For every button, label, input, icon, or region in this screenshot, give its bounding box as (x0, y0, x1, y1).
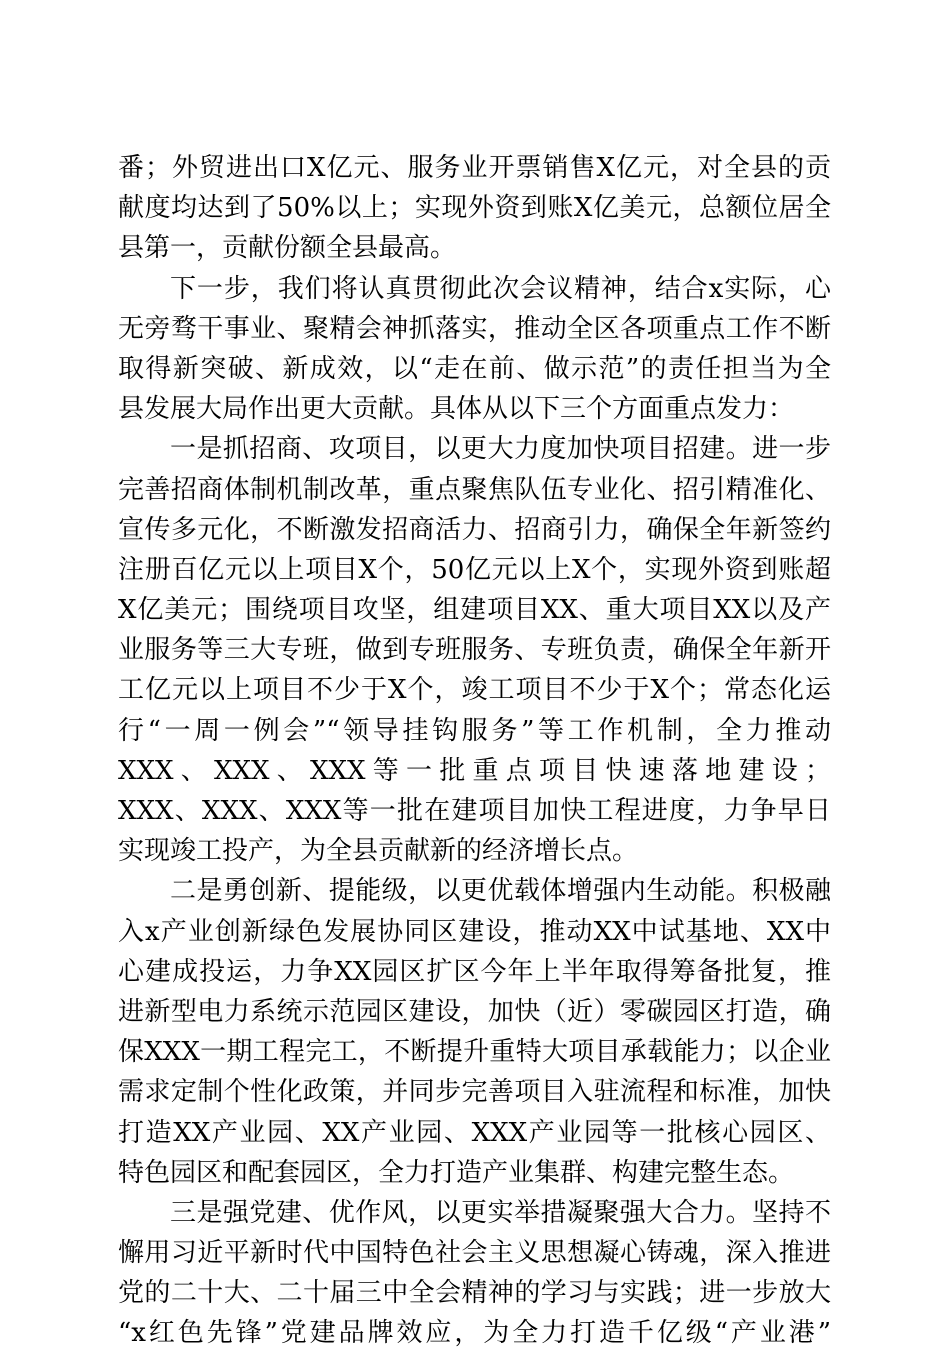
text-line: 县发展大局作出更大贡献。具体从以下三个方面重点发力： (118, 394, 795, 425)
text-line: 打造XX产业园、XX产业园、XXX产业园等一批核心园区、 (118, 1117, 831, 1148)
text-line: XXX、XXX、XXX等一批重点项目快速落地建设； (118, 755, 831, 786)
text-line: 献度均达到了50%以上；实现外资到账X亿美元，总额位居全 (118, 193, 831, 224)
paragraph-first-line: 一是抓招商、攻项目，以更大力度加快项目招建。进一步 (170, 434, 831, 465)
text-line: 懈用习近平新时代中国特色社会主义思想凝心铸魂，深入推进 (118, 1238, 831, 1269)
text-line: 注册百亿元以上项目X个，50亿元以上X个，实现外资到账超 (118, 554, 831, 585)
text-line: 县第一，贡献份额全县最高。 (118, 233, 457, 264)
text-line: 进新型电力系统示范园区建设，加快（近）零碳园区打造，确 (118, 996, 831, 1027)
text-line: 无旁骛干事业、聚精会神抓落实，推动全区各项重点工作不断 (118, 313, 831, 344)
paragraph-first-line: 二是勇创新、提能级，以更优载体增强内生动能。积极融 (170, 876, 831, 907)
paragraph-first-line: 三是强党建、优作风，以更实举措凝聚强大合力。坚持不 (170, 1197, 831, 1228)
text-line: 保XXX一期工程完工，不断提升重特大项目承载能力；以企业 (118, 1037, 831, 1068)
text-line: “x红色先锋”党建品牌效应，为全力打造千亿级“产业港” (118, 1318, 831, 1349)
text-line: 需求定制个性化政策，并同步完善项目入驻流程和标准，加快 (118, 1077, 831, 1108)
body-text (118, 148, 831, 1354)
text-line: 工亿元以上项目不少于X个，竣工项目不少于X个；常态化运 (118, 675, 831, 706)
text-line: 党的二十大、二十届三中全会精神的学习与实践；进一步放大 (118, 1278, 831, 1309)
text-line: 宣传多元化，不断激发招商活力、招商引力，确保全年新签约 (118, 514, 831, 545)
text-line: 实现竣工投产，为全县贡献新的经济增长点。 (118, 836, 639, 867)
paragraph-first-line: 下一步，我们将认真贯彻此次会议精神，结合x实际，心 (170, 273, 831, 304)
text-line: 完善招商体制机制改革，重点聚焦队伍专业化、招引精准化、 (118, 474, 831, 505)
text-line: 业服务等三大专班，做到专班服务、专班负责，确保全年新开 (118, 635, 831, 666)
text-line: 心建成投运，力争XX园区扩区今年上半年取得筹备批复，推 (118, 956, 831, 987)
text-line: X亿美元；围绕项目攻坚，组建项目XX、重大项目XX以及产 (118, 595, 831, 626)
text-line: XXX、XXX、XXX等一批在建项目加快工程进度，力争早日 (118, 796, 831, 826)
text-line: 行“一周一例会”“领导挂钩服务”等工作机制，全力推动 (118, 715, 831, 746)
text-line: 番；外贸进出口X亿元、服务业开票销售X亿元，对全县的贡 (118, 153, 831, 183)
text-line: 取得新突破、新成效，以“走在前、做示范”的责任担当为全 (118, 353, 831, 384)
text-line: 特色园区和配套园区，全力打造产业集群、构建完整生态。 (118, 1157, 795, 1188)
text-line: 入x产业创新绿色发展协同区建设，推动XX中试基地、XX中 (118, 916, 831, 947)
